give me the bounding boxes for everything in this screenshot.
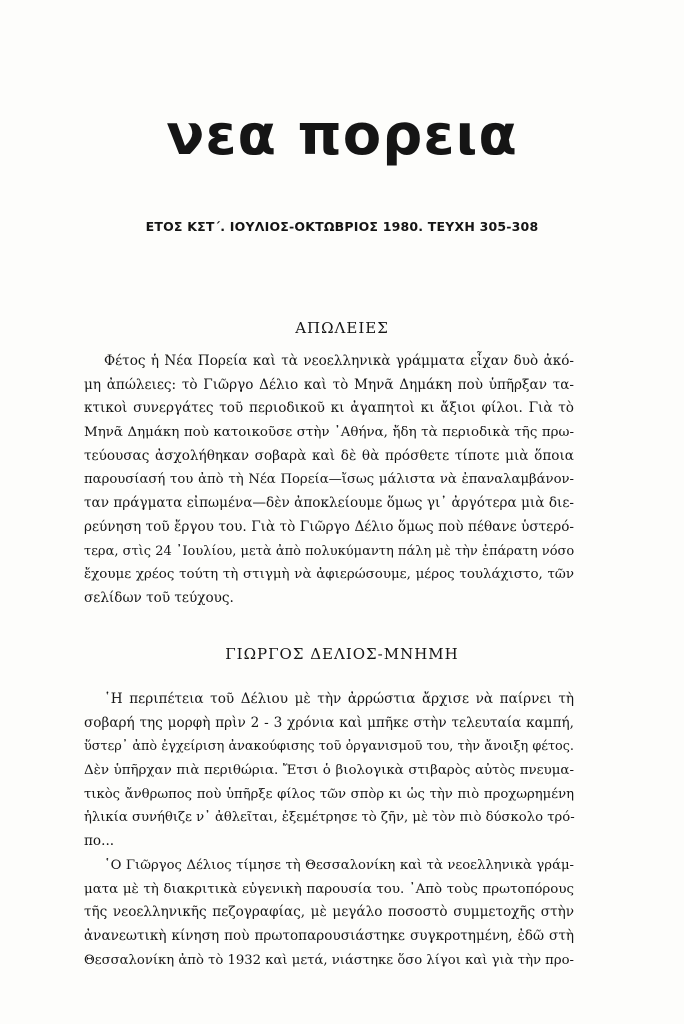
section-title-delios: ΓΙΩΡΓΟΣ ΔΕΛΙΟΣ-ΜΝΗΜΗ bbox=[225, 645, 459, 663]
text-line: τῆς νεοελληνικῆς πεζογραφίας, μὲ μεγάλο ποσοστὸ συμμετοχῆς στὴν bbox=[84, 904, 574, 921]
text-line: ὕστερ᾿ ἀπὸ ἐγχείριση ἀνακούφισης τοῦ ὀργανισμοῦ του, τὴν ἄνοιξη φέτος. bbox=[84, 739, 574, 755]
text-line: σελίδων τοῦ τεύχους. bbox=[84, 589, 234, 606]
text-line: Μηνᾶ Δημάκη ποὺ κατοικοῦσε στὴν ᾿Αθήνα, ἤδη τὰ περιοδικὰ τῆς πρω- bbox=[84, 425, 574, 441]
text-line: τικὸς ἄνθρωπος ποὺ ὑπῆρξε φίλος τῶν σπὸρ κι ὡς τὴν πιὸ προχωρημένη bbox=[84, 786, 574, 802]
text-line: παρουσίασή του ἀπὸ τὴ Νέα Πορεία—ἴσως μάλιστα νὰ ἐπαναλαμβάνον- bbox=[84, 472, 574, 488]
text-line: Φέτος ἡ Νέα Πορεία καὶ τὰ νεοελληνικὰ γράμματα εἶχαν δυὸ ἀκό- bbox=[104, 353, 574, 369]
text-line: ρεύνηση τοῦ ἔργου του. Γιὰ τὸ Γιῶργο Δέλιο ὅμως ποὺ πέθανε ὑστερό- bbox=[84, 518, 574, 535]
text-line: ἔχουμε χρέος τούτη τὴ στιγμὴ νὰ ἀφιερώσουμε, μέρος τουλάχιστο, τῶν bbox=[84, 567, 574, 583]
text-line: σοβαρή της μορφὴ πρὶν 2 - 3 χρόνια καὶ μπῆκε στὴν τελευταία καμπή, bbox=[84, 714, 574, 731]
text-line: ματα μὲ τὴ διακριτικὰ εὐγενικὴ παρουσία του. ᾿Απὸ τοὺς πρωτοπόρους bbox=[84, 881, 574, 897]
text-line: Δὲν ὑπῆρχαν πιὰ περιθώρια. Ἔτσι ὁ βιολογικὰ στιβαρὸς αὐτὸς πνευμα- bbox=[84, 763, 574, 779]
text-line: μη ἀπώλειες: τὸ Γιῶργο Δέλιο καὶ τὸ Μηνᾶ Δημάκη ποὺ ὑπῆρξαν τα- bbox=[84, 376, 574, 393]
text-line: ἀνανεωτικὴ κίνηση ποὺ πρωτοπαρουσιάστηκε συγκροτημένη, ἐδῶ στὴ bbox=[84, 927, 574, 944]
issue-info: ΕΤΟΣ ΚΣΤ΄. ΙΟΥΛΙΟΣ-ΟΚΤΩΒΡΙΟΣ 1980. ΤΕΥΧΗ 305-308 bbox=[145, 219, 539, 234]
text-line: ἡλικία συνήθιζε ν᾿ ἀθλεῖται, ἐξεμέτρησε τὸ ζῆν, μὲ τὸν πιὸ δύσκολο τρό- bbox=[84, 810, 575, 826]
text-line: Θεσσαλονίκη ἀπὸ τὸ 1932 καὶ μετά, νιάστηκε ὅσο λίγοι καὶ γιὰ τὴν προ- bbox=[84, 952, 574, 968]
text-line: ῾Η περιπέτεια τοῦ Δέλιου μὲ τὴν ἀρρώστια ἄρχισε νὰ παίρνει τὴ bbox=[104, 691, 574, 707]
journal-masthead: νεα πορεια bbox=[166, 103, 518, 168]
text-line: ῾Ο Γιῶργος Δέλιος τίμησε τὴ Θεσσαλονίκη καὶ τὰ νεοελληνικὰ γράμ- bbox=[104, 857, 574, 873]
text-line: πο... bbox=[84, 833, 115, 850]
section-title-apoleies: ΑΠΩΛΕΙΕΣ bbox=[295, 319, 389, 337]
text-line: ταν πράγματα εἰπωμένα—δὲν ἀποκλείουμε ὅμως γι᾿ ἀργότερα μιὰ διε- bbox=[84, 495, 574, 512]
section-body-delios bbox=[84, 688, 574, 972]
text-line: τερα, στὶς 24 ᾿Ιουλίου, μετὰ ἀπὸ πολυκύμαντη πάλη μὲ τὴν ἐπάρατη νόσο bbox=[84, 543, 575, 559]
text-line: τεύουσας ἀσχολήθηκαν σοβαρὰ καὶ δὲ θὰ πρόσθετε τίποτε μιὰ ὅποια bbox=[84, 447, 574, 464]
section-body-apoleies bbox=[84, 350, 574, 611]
text-line: κτικοὶ συνεργάτες τοῦ περιοδικοῦ κι ἀγαπητοὶ κι ἄξιοι φίλοι. Γιὰ τὸ bbox=[84, 400, 574, 417]
